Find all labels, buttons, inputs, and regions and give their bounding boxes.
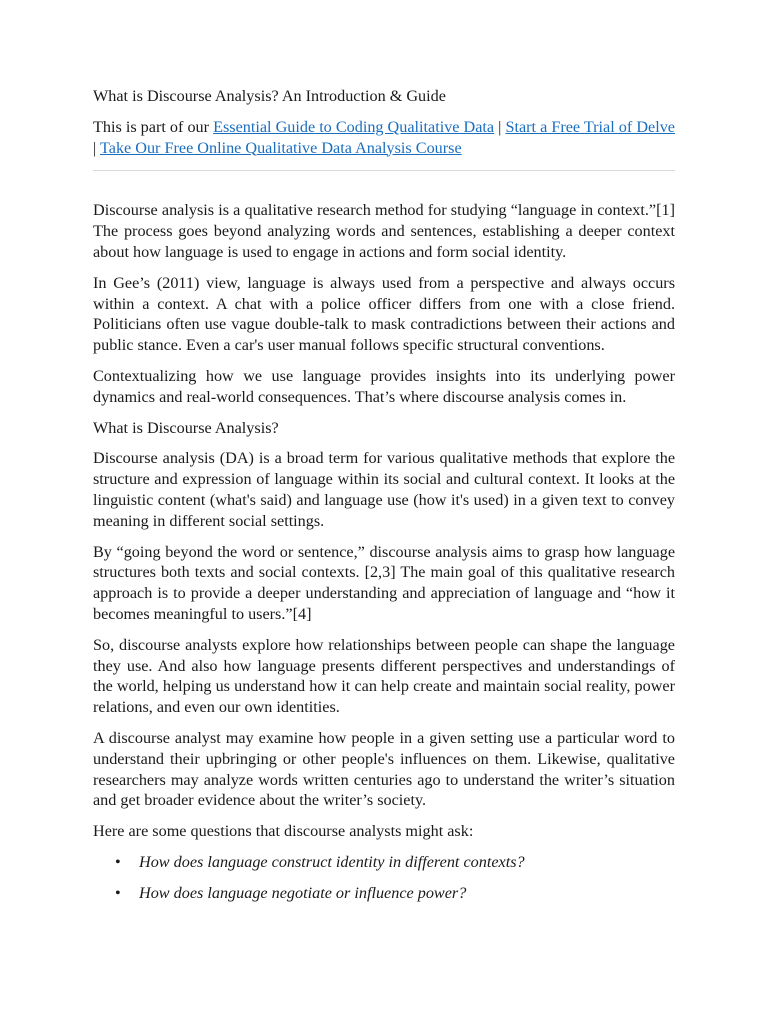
paragraph: In Gee’s (2011) view, language is always used from a perspective and always occurs within a context. A chat with a police officer differs from one with a close friend. Politicians often use vague double-talk to mask contradictions between their actions and public stance. Even a car's user manual follows specific structural conventions. xyxy=(93,273,675,355)
bullet-icon: • xyxy=(115,852,121,871)
free-course-link[interactable]: Take Our Free Online Qualitative Data Analysis Course xyxy=(100,138,462,157)
paragraph: So, discourse analysts explore how relationships between people can shape the language they use. And also how language presents different perspectives and understandings of the world, helping us understand how it can help create and maintain social reality, power relations, and even our own identities. xyxy=(93,635,675,717)
list-item xyxy=(93,883,675,904)
paragraph: Here are some questions that discourse analysts might ask: xyxy=(93,822,474,841)
paragraph: Discourse analysis (DA) is a broad term for various qualitative methods that explore the structure and expression of language within its social and cultural context. It looks at the linguistic content (what's said) and language use (how it's used) in a given text to convey meaning in different social settings. xyxy=(93,449,675,530)
question-text: How does language construct identity in different contexts? xyxy=(139,852,525,871)
document-page xyxy=(93,0,675,904)
list-item xyxy=(93,852,675,873)
paragraph: Discourse analysis is a qualitative research method for studying “language in context.”[1] The process goes beyond analyzing words and sentences, establishing a deeper context about how language is used to engage in actions and form social identity. xyxy=(93,201,675,261)
questions-list xyxy=(93,852,675,904)
section-heading: What is Discourse Analysis? xyxy=(93,418,279,437)
free-trial-link[interactable]: Start a Free Trial of Delve xyxy=(505,117,675,136)
bullet-icon: • xyxy=(115,883,121,902)
question-text: How does language negotiate or influence power? xyxy=(139,883,467,902)
paragraph: A discourse analyst may examine how people in a given setting use a particular word to understand their upbringing or other people's influences on them. Likewise, qualitative researchers may analyze words written centuries ago to understand the writer’s situation and get broader evidence about the writer’s society. xyxy=(93,728,675,810)
essential-guide-link[interactable]: Essential Guide to Coding Qualitative Data xyxy=(213,117,495,136)
divider xyxy=(93,170,675,171)
paragraph: Contextualizing how we use language provides insights into its underlying power dynamics and real-world consequences. That’s where discourse analysis comes in. xyxy=(93,366,675,406)
page-title: What is Discourse Analysis? An Introduction & Guide xyxy=(93,87,446,105)
intro-line xyxy=(93,117,675,159)
intro-prefix: This is part of our xyxy=(93,117,214,136)
paragraph: By “going beyond the word or sentence,” discourse analysis aims to grasp how language structures both texts and social contexts. [2,3] The main goal of this qualitative research approach is to provide a deeper understanding and appreciation of language and “how it becomes meaningful to users.”[4] xyxy=(93,542,675,623)
link-separator: | xyxy=(93,138,100,157)
link-separator: | xyxy=(494,117,506,136)
